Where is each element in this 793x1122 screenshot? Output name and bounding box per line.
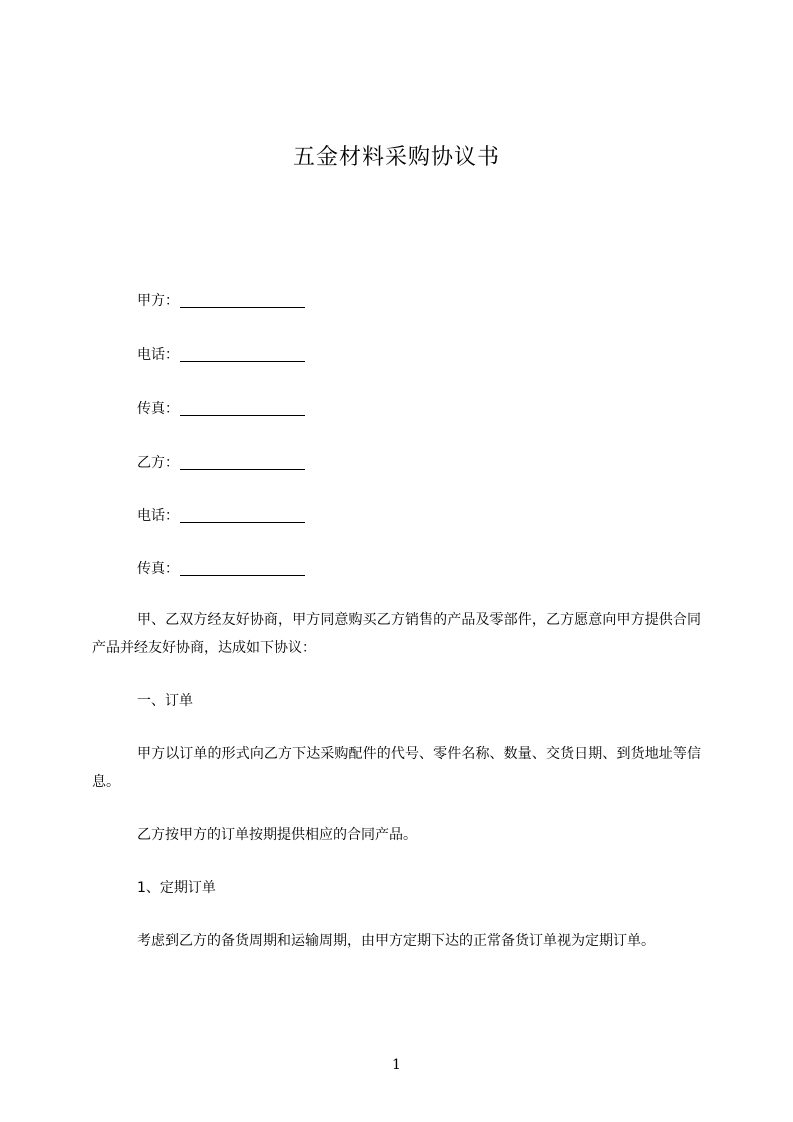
party-a-phone-label: 电话： [137,347,179,363]
intro-paragraph [92,606,701,662]
orders-paragraph-2: 乙方按甲方的订单按期提供相应的合同产品。 [137,827,417,843]
party-b-fax-field [137,559,305,579]
party-a-field [137,291,305,311]
page-title: 五金材料采购协议书 [292,145,500,170]
regular-orders-paragraph [92,927,701,955]
party-b-fax-blank[interactable] [180,559,305,576]
party-a-fax-field [137,399,305,419]
party-b-blank[interactable] [180,453,305,470]
orders-paragraph-1 [92,740,701,796]
orders-paragraph-1-text: 甲方以订单的形式向乙方下达采购配件的代号、零件名称、数量、交货日期、到货地址等信息。 [92,746,701,790]
party-b-phone-field [137,506,305,526]
party-a-label: 甲方： [137,293,179,309]
party-b-phone-blank[interactable] [180,506,305,523]
page-number: 1 [392,1057,401,1073]
party-b-field [137,453,305,473]
party-a-blank[interactable] [180,291,305,308]
party-b-label: 乙方： [137,455,179,471]
party-a-fax-label: 传真： [137,401,179,417]
party-a-fax-blank[interactable] [180,399,305,416]
party-a-phone-field [137,345,305,365]
party-a-phone-blank[interactable] [180,345,305,362]
subsection-heading-regular-orders: 1、定期订单 [137,880,216,896]
party-b-fax-label: 传真： [137,561,179,577]
section-heading-orders: 一、订单 [137,693,193,709]
intro-text: 甲、乙双方经友好协商，甲方同意购买乙方销售的产品及零部件，乙方愿意向甲方提供合同产品并经友好协商，达成如下协议： [92,612,701,656]
party-b-phone-label: 电话： [137,508,179,524]
regular-orders-paragraph-text: 考虑到乙方的备货周期和运输周期，由甲方定期下达的正常备货订单视为定期订单。 [137,933,655,949]
